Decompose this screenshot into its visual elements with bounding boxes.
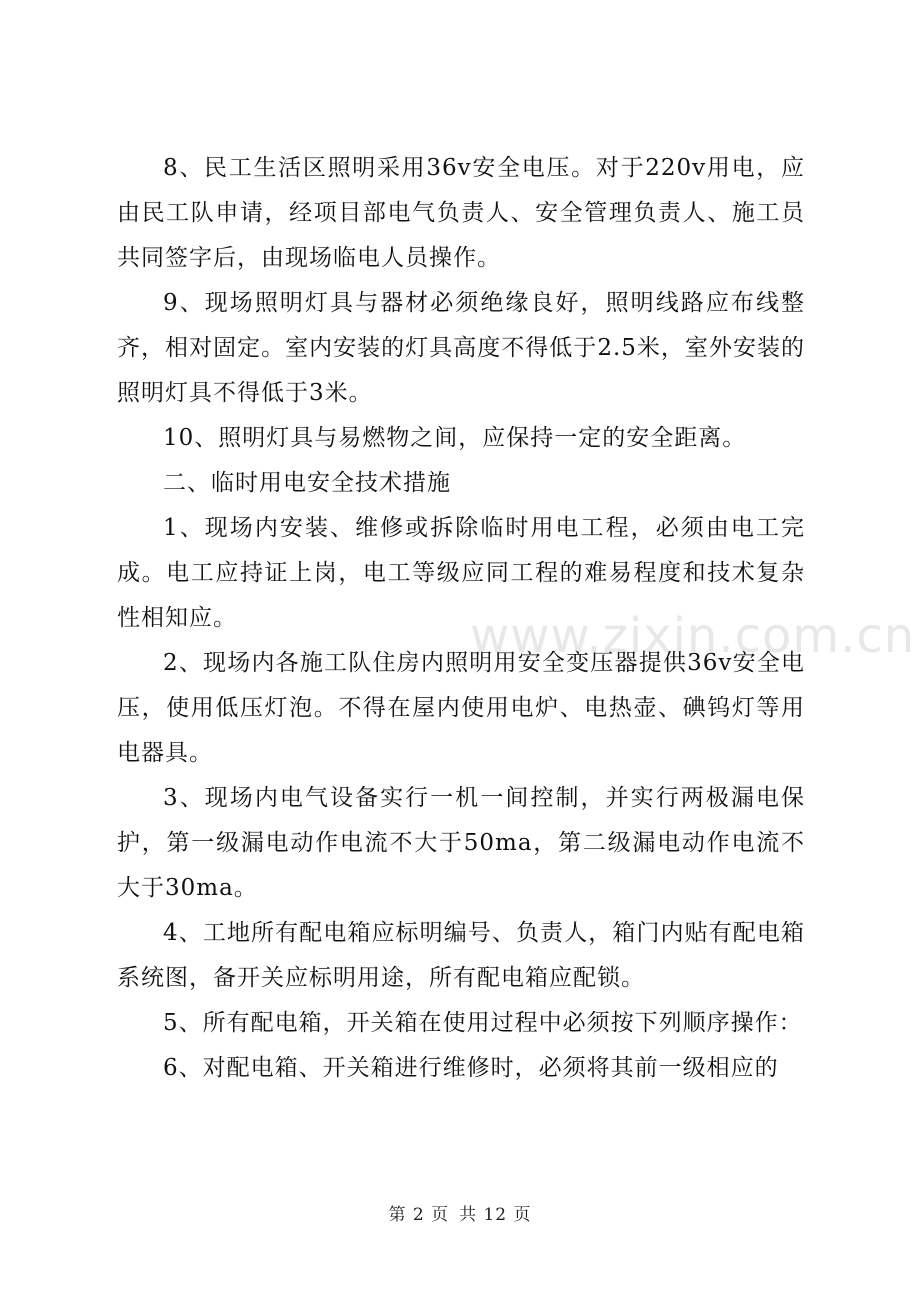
page-number-current: 第 2 页 <box>388 1205 450 1225</box>
document-body <box>117 146 805 1091</box>
paragraph-item-3: 3、现场内电气设备实行一机一间控制，并实行两极漏电保护，第一级漏电动作电流不大于50ma，第二级漏电动作电流不大于30ma。 <box>117 785 805 901</box>
paragraph-item-1: 1、现场内安装、维修或拆除临时用电工程，必须由电工完成。电工应持证上岗，电工等级应同工程的难易程度和技术复杂性相知应。 <box>117 515 805 631</box>
page-footer <box>0 1200 920 1225</box>
paragraph-item-8: 8、民工生活区照明采用36v安全电压。对于220v用电，应由民工队申请，经项目部电气负责人、安全管理负责人、施工员共同签字后，由现场临电人员操作。 <box>117 155 805 271</box>
paragraph-item-9: 9、现场照明灯具与器材必须绝缘良好，照明线路应布线整齐，相对固定。室内安装的灯具高度不得低于2.5米，室外安装的照明灯具不得低于3米。 <box>117 290 805 406</box>
paragraph-item-6: 6、对配电箱、开关箱进行维修时，必须将其前一级相应的 <box>163 1055 779 1081</box>
page-number-total: 共 12 页 <box>459 1205 532 1225</box>
paragraph-item-2: 2、现场内各施工队住房内照明用安全变压器提供36v安全电压，使用低压灯泡。不得在屋内使用电炉、电热壶、碘钨灯等用电器具。 <box>117 650 805 766</box>
paragraph-item-10: 10、照明灯具与易燃物之间，应保持一定的安全距离。 <box>163 425 747 451</box>
paragraph-item-4: 4、工地所有配电箱应标明编号、负责人，箱门内贴有配电箱系统图，备开关应标明用途，所有配电箱应配锁。 <box>117 920 805 991</box>
section-heading: 二、临时用电安全技术措施 <box>163 470 451 496</box>
paragraph-item-5: 5、所有配电箱，开关箱在使用过程中必须按下列顺序操作： <box>163 1010 803 1036</box>
watermark: www.zixin.com.cn <box>470 608 916 664</box>
